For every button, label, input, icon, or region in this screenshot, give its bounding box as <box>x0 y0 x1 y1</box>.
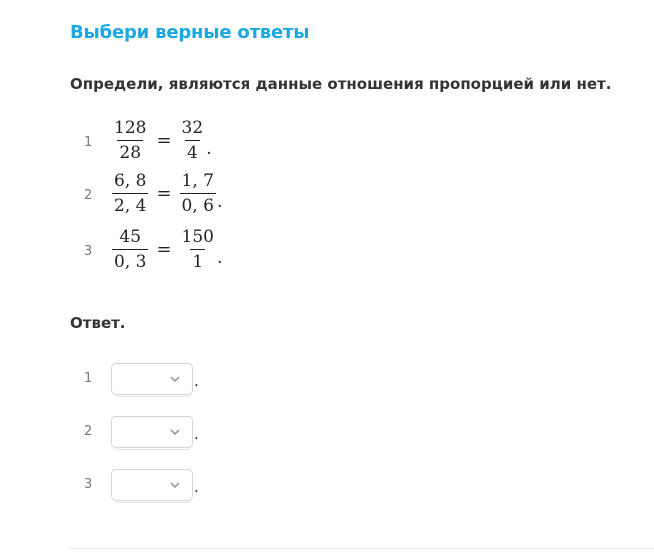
equals-sign: = <box>156 239 172 260</box>
question-text: Определи, являются данные отношения пропорцией или нет. <box>70 75 612 93</box>
period: . <box>194 478 199 496</box>
equals-sign: = <box>156 183 172 204</box>
period: . <box>206 139 212 159</box>
answer-number: 1 <box>84 371 93 386</box>
answer-select-1[interactable] <box>111 363 193 395</box>
numerator: 150 <box>181 227 214 247</box>
fraction-right <box>180 117 206 164</box>
select-box[interactable] <box>111 363 193 395</box>
answer-label: Ответ. <box>70 314 126 332</box>
equals-sign: = <box>156 130 172 151</box>
denominator: 28 <box>117 140 143 164</box>
chevron-down-icon <box>168 478 182 492</box>
equation-2 <box>112 170 222 217</box>
equation-1 <box>112 117 212 164</box>
divider <box>70 548 654 549</box>
denominator: 0, 6 <box>180 193 216 217</box>
numerator: 45 <box>119 227 142 247</box>
denominator: 2, 4 <box>112 193 148 217</box>
answer-select-2[interactable] <box>111 416 193 448</box>
period: . <box>194 372 199 390</box>
select-box[interactable] <box>111 469 193 501</box>
chevron-down-icon <box>168 372 182 386</box>
denominator: 1 <box>190 249 205 273</box>
denominator: 0, 3 <box>112 249 148 273</box>
numerator: 1, 7 <box>181 171 214 191</box>
select-box[interactable] <box>111 416 193 448</box>
numerator: 128 <box>114 118 147 138</box>
fraction-left <box>112 117 148 164</box>
period: . <box>217 248 223 268</box>
task-title: Выбери верные ответы <box>70 22 310 43</box>
equation-number: 2 <box>84 188 93 203</box>
answer-select-3[interactable] <box>111 469 193 501</box>
chevron-down-icon <box>168 425 182 439</box>
answer-number: 3 <box>84 477 93 492</box>
equation-3 <box>112 226 222 273</box>
equation-number: 3 <box>84 244 93 259</box>
fraction-right <box>180 170 216 217</box>
numerator: 32 <box>181 118 204 138</box>
equation-number: 1 <box>84 135 93 150</box>
numerator: 6, 8 <box>114 171 147 191</box>
fraction-right <box>180 226 216 273</box>
answer-number: 2 <box>84 424 93 439</box>
fraction-left <box>112 226 148 273</box>
denominator: 4 <box>185 140 200 164</box>
period: . <box>194 425 199 443</box>
period: . <box>217 192 223 212</box>
fraction-left <box>112 170 148 217</box>
